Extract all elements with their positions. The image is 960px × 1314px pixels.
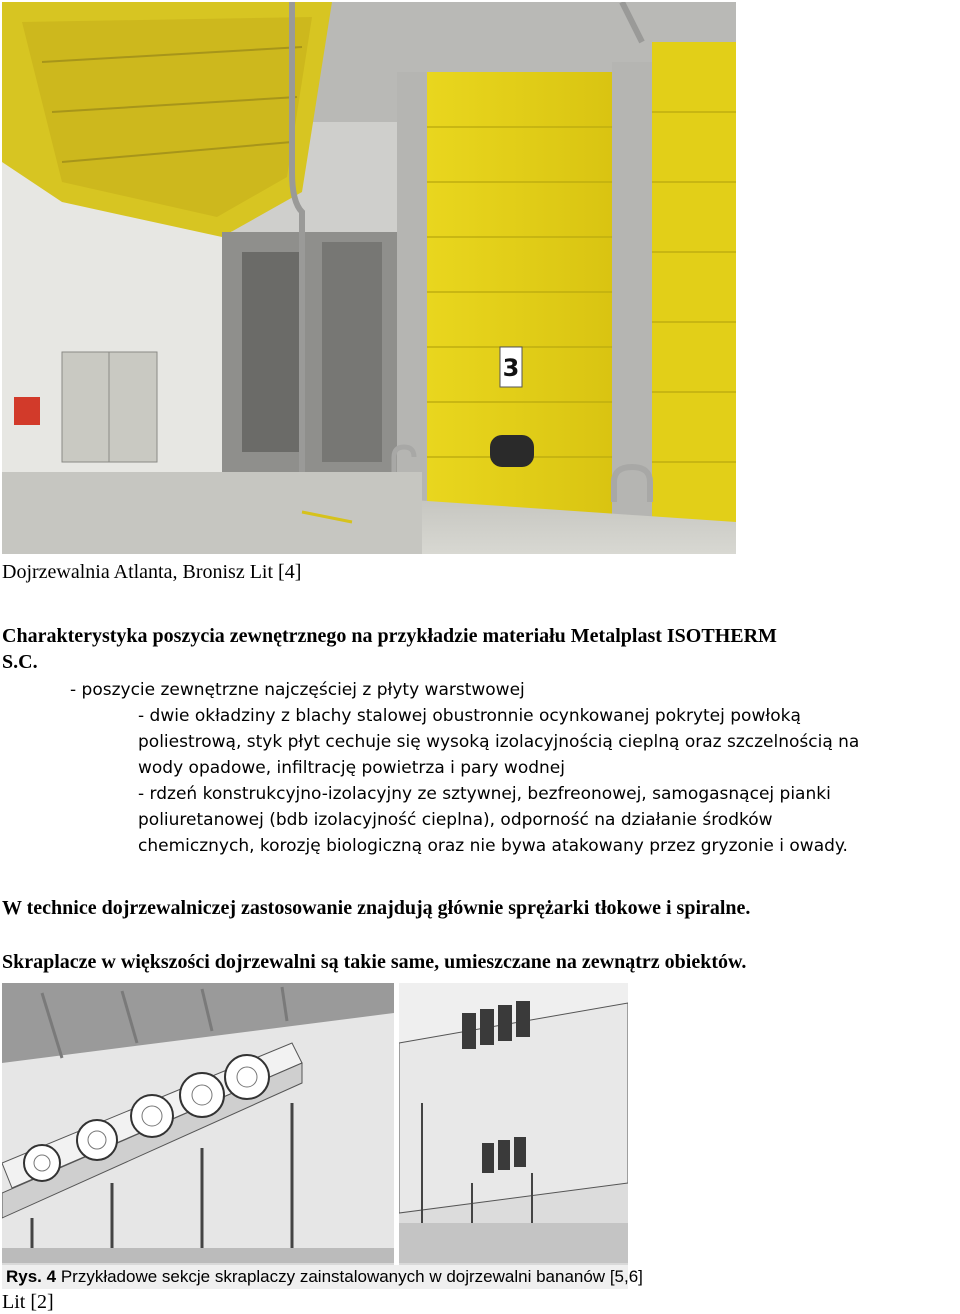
paragraph-condensers: Skraplacze w większości dojrzewalni są takie same, umieszczane na zewnątrz obiektów. (2, 951, 747, 973)
list-item: - poszycie zewnętrzne najczęściej z płyty warstwowej (70, 680, 525, 700)
warehouse-doors-photo (2, 2, 736, 554)
figure-label: Rys. 4 (6, 1267, 57, 1286)
figure-caption-text: Przykładowe sekcje skraplaczy zainstalowanych w dojrzewalni bananów (60, 1267, 606, 1286)
list-item-continued: chemicznych, korozję biologiczną oraz nie bywa atakowany przez gryzonie i owady. (138, 836, 848, 856)
list-item: - dwie okładziny z blachy stalowej obustronnie ocynkowanej pokrytej powłoką (138, 706, 801, 726)
figure-reference: [5,6] (609, 1267, 643, 1286)
list-item: - rdzeń konstrukcyjno-izolacyjny ze sztywnej, bezfreonowej, samogasnącej pianki (138, 784, 831, 804)
section-heading: Charakterystyka poszycia zewnętrznego na przykładzie materiału Metalplast ISOTHERM (2, 625, 777, 647)
list-item-continued: poliestrową, styk płyt cechuje się wysoką izolacyjnością cieplną oraz szczelnością na (138, 732, 860, 752)
section-heading-continued: S.C. (2, 651, 38, 673)
photo-caption: Dojrzewalnia Atlanta, Bronisz Lit [4] (2, 561, 302, 583)
list-item-continued: poliuretanowej (bdb izolacyjność cieplna), odporność na działanie środków (138, 810, 773, 830)
door-number: 3 (502, 354, 520, 382)
condensers-photo (2, 983, 628, 1288)
paragraph-compressors: W technice dojrzewalniczej zastosowanie znajdują głównie sprężarki tłokowe i spiralne. (2, 897, 751, 919)
list-item-continued: wody opadowe, infiltrację powietrza i pary wodnej (138, 758, 565, 778)
figure-caption (6, 1267, 643, 1287)
literature-reference: Lit [2] (2, 1291, 54, 1313)
